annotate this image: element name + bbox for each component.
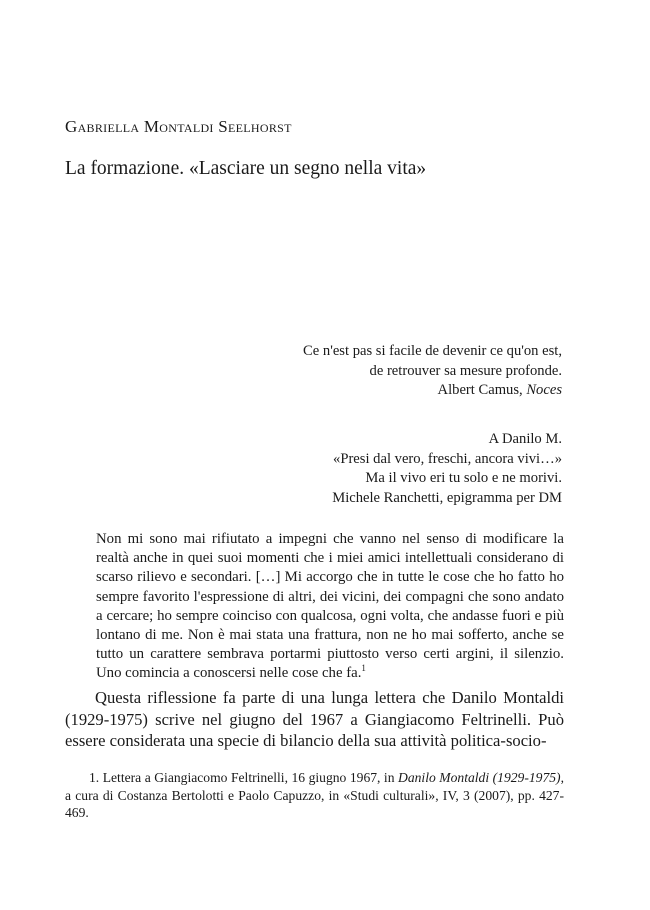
block-quote bbox=[96, 530, 564, 684]
epigraph-line: Ma il vivo eri tu solo e ne morivi. bbox=[365, 470, 562, 486]
body-paragraph: Questa riflessione fa parte di una lunga lettera che Danilo Montaldi (1929-1975) scrive nel giugno del 1967 a Giangiacomo Feltrinelli. Può essere considerata una specie di bilancio della sua attività politica-socio- bbox=[65, 688, 564, 750]
footnote bbox=[65, 769, 564, 822]
attribution-work: Noces bbox=[526, 382, 562, 398]
chapter-title: La formazione. «Lasciare un segno nella vita» bbox=[65, 158, 427, 179]
epigraph-line: A Danilo M. bbox=[488, 431, 562, 447]
block-quote-text: Non mi sono mai rifiutato a impegni che vanno nel senso di modificare la realtà anche in quei suoi momenti che i miei amici intellettuali considerano di scarso rilievo e secondari. […] Mi accorgo che in tutte le cose che ho fatto ho sempre favorito l'espressione di altri, dei vicini, dei compagni che sono andato a cercare; ho sempre coinciso con qualcosa, ogni volta, che andasse fuori e più lontano di me. Non è mai stata una frattura, non ne ho mai sofferto, anche se tutto un carattere sembrava portarmi piuttosto verso certi argini, il silenzio. Uno comincia a conoscersi nelle cose che fa. bbox=[96, 531, 564, 682]
epigraph-ranchetti bbox=[332, 430, 562, 508]
author-name: Gabriella Montaldi Seelhorst bbox=[65, 117, 292, 136]
epigraph-attribution: Michele Ranchetti, epigramma per DM bbox=[332, 489, 562, 506]
attribution-author: Albert Camus, bbox=[437, 382, 527, 398]
footnote-ref: 1 bbox=[361, 663, 366, 674]
epigraph-line: «Presi dal vero, freschi, ancora vivi…» bbox=[333, 450, 562, 467]
epigraph-camus bbox=[303, 342, 562, 401]
footnote-work: Danilo Montaldi (1929-1975) bbox=[398, 770, 561, 785]
epigraph-line: Ce n'est pas si facile de devenir ce qu'on est, bbox=[303, 343, 562, 359]
footnote-prefix: 1. Lettera a Giangiacomo Feltrinelli, 16 giugno 1967, in bbox=[89, 770, 399, 785]
footnote-suffix: , a cura di Costanza Bertolotti e Paolo Capuzzo, in «Studi culturali», IV, 3 (2007), pp. 427-469. bbox=[65, 770, 564, 821]
epigraph-attribution bbox=[303, 381, 562, 401]
epigraph-line: de retrouver sa mesure profonde. bbox=[369, 362, 562, 379]
